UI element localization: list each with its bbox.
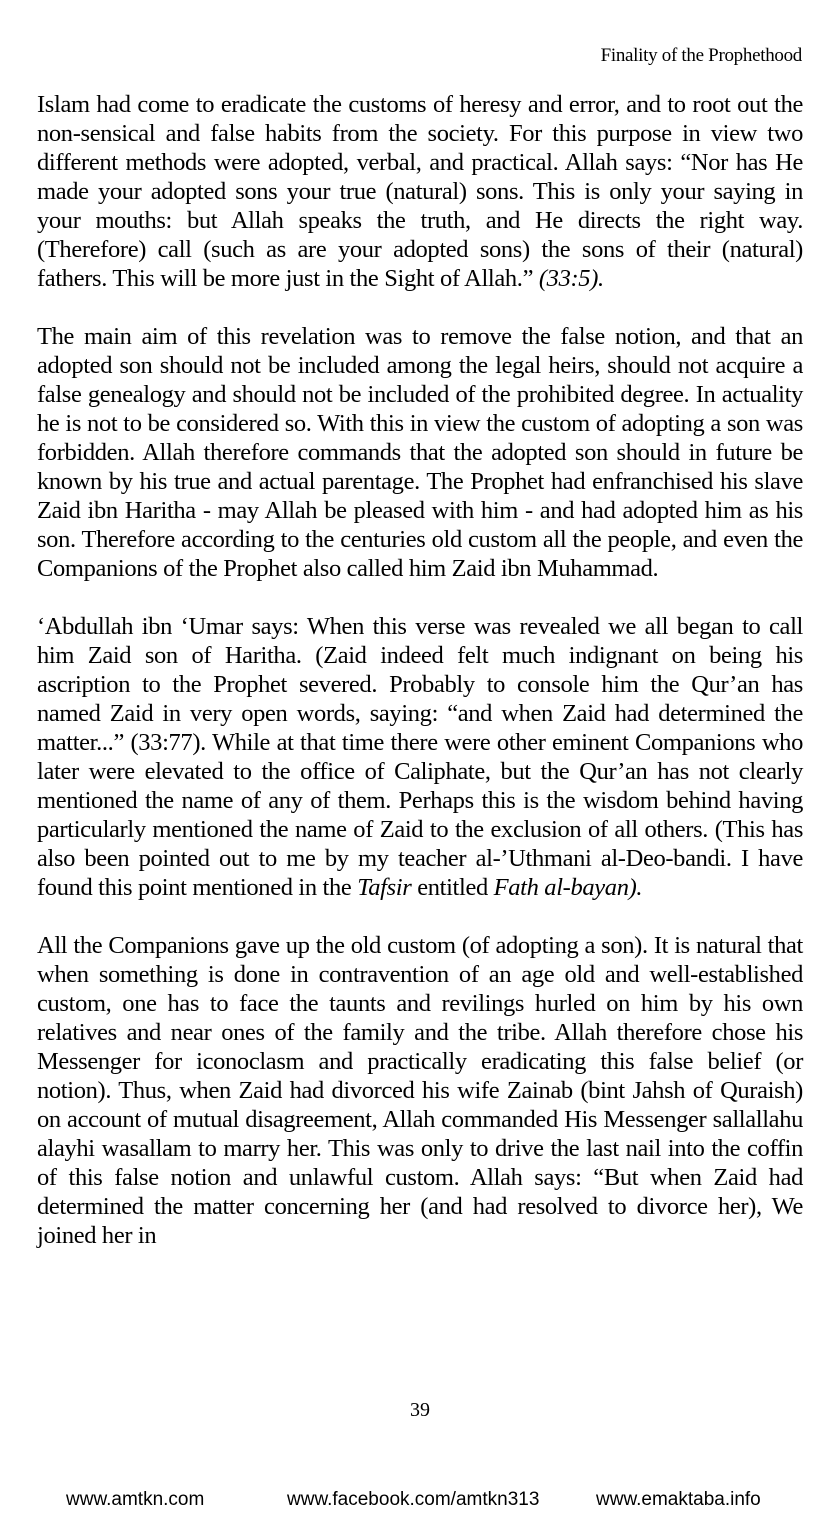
- paragraph-1-text: Islam had come to eradicate the customs of heresy and error, and to root out the non-sensical and false habits from the society. For this purpose in view two different methods were adopted, verbal, and practical. Allah says: “Nor has He made your adopted sons your true (natural) sons. This is only your saying in your mouths: but Allah speaks the truth, and He directs the right way. (Therefore) call (such as are your adopted sons) the sons of their (natural) fathers. This will be more just in the Sight of Allah.”: [37, 91, 803, 292]
- footer-link-facebook[interactable]: www.facebook.com/amtkn313: [287, 1489, 540, 1510]
- paragraph-2-text: The main aim of this revelation was to remove the false notion, and that an adopted son should not be included among the legal heirs, should not acquire a false genealogy and should not be included of the prohibited degree. In actuality he is not to be considered so. With this in view the custom of adopting a son was forbidden. Allah therefore commands that the adopted son should in future be known by his true and actual parentage. The Prophet had enfranchised his slave Zaid ibn Haritha - may Allah be pleased with him - and had adopted him as his son. Therefore according to the centuries old custom all the people, and even the Companions of the Prophet also called him Zaid ibn Muhammad.: [37, 323, 803, 582]
- paragraph-2: [37, 322, 803, 583]
- paragraph-3-text: ‘Abdullah ibn ‘Umar says: When this verse was revealed we all began to call him Zaid son of Haritha. (Zaid indeed felt much indignant on being his ascription to the Prophet severed. Probably to console him the Qur’an has named Zaid in very open words, saying: “and when Zaid had determined the matter...” (33:77). While at that time there were other eminent Companions who later were elevated to the office of Caliphate, but the Qur’an has not clearly mentioned the name of any of them. Perhaps this is the wisdom behind having particularly mentioned the name of Zaid to the exclusion of all others. (This has also been pointed out to me by my teacher al-’Uthmani al-Deo-bandi. I have found this point mentioned in the: [37, 613, 803, 901]
- footer-link-emaktaba[interactable]: www.emaktaba.info: [596, 1489, 761, 1510]
- body-text: [37, 90, 803, 1279]
- paragraph-1: [37, 90, 803, 293]
- entitled-word: entitled: [417, 874, 488, 901]
- paragraph-3: [37, 612, 803, 902]
- tafsir-term: Tafsir: [357, 874, 412, 901]
- paragraph-4: [37, 931, 803, 1250]
- page-number: 39: [410, 1399, 430, 1421]
- footer: [0, 1486, 840, 1514]
- book-title: Fath al-bayan).: [493, 874, 643, 901]
- running-header: Finality of the Prophethood: [600, 45, 802, 66]
- footer-link-amtkn[interactable]: www.amtkn.com: [66, 1489, 205, 1510]
- paragraph-4-text: All the Companions gave up the old custom (of adopting a son). It is natural that when something is done in contravention of an age old and well-established custom, one has to face the taunts and revilings hurled on him by his own relatives and near ones of the family and the tribe. Allah therefore chose his Messenger for iconoclasm and practically eradicating this false belief (or notion). Thus, when Zaid had divorced his wife Zainab (bint Jahsh of Quraish) on account of mutual disagreement, Allah commanded His Messenger sallallahu alayhi wasallam to marry her. This was only to drive the last nail into the coffin of this false notion and unlawful custom. Allah says: “But when Zaid had determined the matter concerning her (and had resolved to divorce her), We joined her in: [37, 932, 803, 1249]
- verse-reference: (33:5).: [538, 265, 604, 292]
